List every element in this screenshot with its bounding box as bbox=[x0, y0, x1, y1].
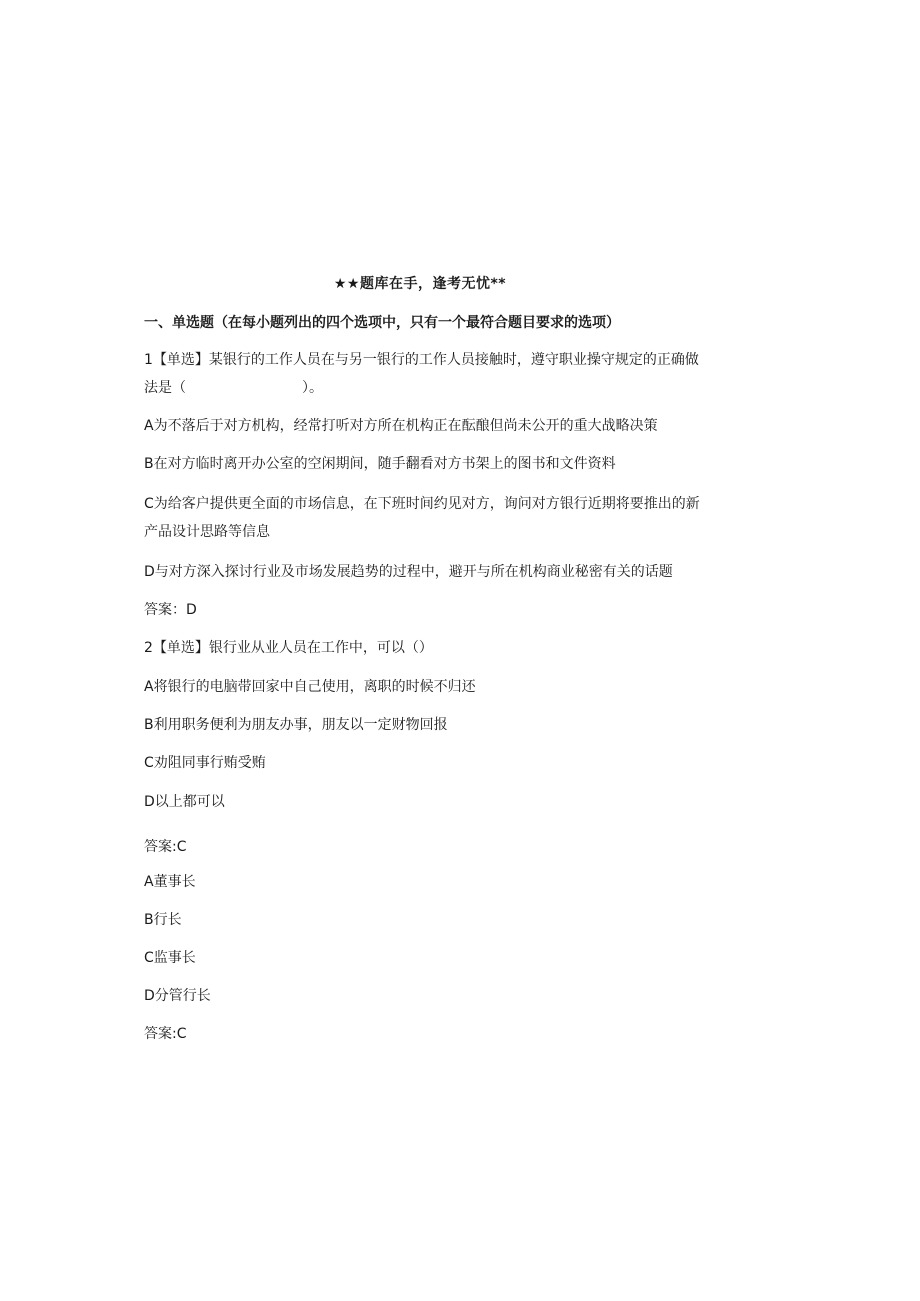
question-1-option-a: A为不落后于对方机构，经常打听对方所在机构正在酝酿但尚未公开的重大战略决策 bbox=[144, 418, 658, 434]
question-1-stem-prefix: 1【单选】某银行的工作人员在与另一银行的工作人员接触时，遵守职业操守规定的正确做法是（ bbox=[144, 352, 699, 396]
question-2-option-a: A将银行的电脑带回家中自己使用，离职的时候不归还 bbox=[144, 679, 476, 695]
section-heading: 一、单选题（在每小题列出的四个选项中，只有一个最符合题目要求的选项） bbox=[144, 315, 620, 331]
document-title: ★★题库在手，逢考无忧** bbox=[333, 276, 507, 292]
question-3-option-d: D分管行长 bbox=[144, 988, 211, 1004]
question-2-option-d: D以上都可以 bbox=[144, 794, 225, 810]
question-1-option-c: C为给客户提供更全面的市场信息，在下班时间约见对方，询问对方银行近期将要推出的新产品设计思路等信息 bbox=[144, 496, 700, 540]
question-1-stem bbox=[144, 346, 700, 402]
question-2-option-b: B利用职务便利为朋友办事，朋友以一定财物回报 bbox=[144, 717, 448, 733]
question-2-option-c: C劝阻同事行贿受贿 bbox=[144, 755, 266, 771]
question-1-stem-suffix: ）。 bbox=[302, 380, 323, 396]
question-2-answer: 答案:C bbox=[144, 839, 187, 855]
question-1-answer: 答案：D bbox=[144, 602, 197, 618]
question-2-stem: 2【单选】银行业从业人员在工作中，可以（） bbox=[144, 640, 433, 656]
question-3-option-c: C监事长 bbox=[144, 950, 196, 966]
question-3-option-a: A董事长 bbox=[144, 874, 196, 890]
question-3-option-b: B行长 bbox=[144, 912, 182, 928]
question-1-option-b: B在对方临时离开办公室的空闲期间，随手翻看对方书架上的图书和文件资料 bbox=[144, 456, 616, 472]
question-3-answer: 答案:C bbox=[144, 1026, 187, 1042]
question-1-option-d: D与对方深入探讨行业及市场发展趋势的过程中，避开与所在机构商业秘密有关的话题 bbox=[144, 564, 673, 580]
